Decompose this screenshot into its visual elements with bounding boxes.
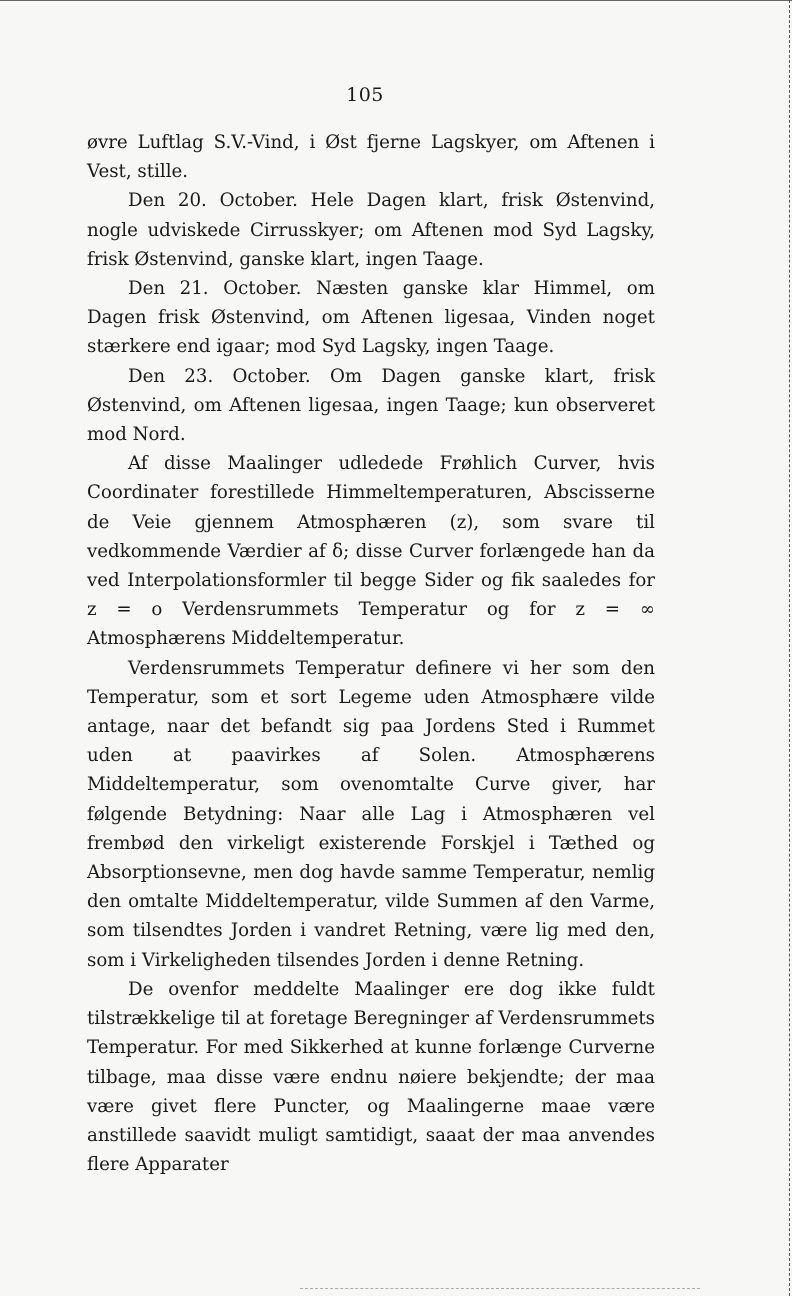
page-right-edge bbox=[787, 0, 790, 1296]
bottom-edge-line bbox=[300, 1288, 700, 1289]
paragraph-6: Verdensrummets Temperatur definere vi her som den Temperatur, som et sort Legeme uden Atmosphære vilde antage, naar det befandt sig paa Jordens Sted i Rummet uden at paavirkes af Solen. Atmosphærens Middeltemperatur, som ovenomtalte Curve giver, har følgende Betydning: Naar alle Lag i Atmosphæren vel frembød den virkeligt existerende Forskjel i Tæthed og Absorptionsevne, men dog havde samme Temperatur, nemlig den omtalte Middeltemperatur, vilde Summen af den Varme, som tilsendtes Jorden i vandret Retning, være lig med den, som i Virkeligheden tilsendes Jorden i denne Retning. bbox=[87, 657, 655, 971]
paragraph-7: De ovenfor meddelte Maalinger ere dog ikke fuldt tilstrækkelige til at foretage Beregninger af Verdensrummets Temperatur. For med Sikkerhed at kunne forlænge Curverne tilbage, maa disse være endnu nøiere bekjendte; der maa være givet flere Puncter, og Maalingerne maae være anstillede saavidt muligt samtidigt, saaat der maa anvendes flere Apparater bbox=[87, 978, 655, 1176]
paragraph-3: Den 21. October. Næsten ganske klar Himmel, om Dagen frisk Østenvind, om Aftenen ligesaa, Vinden noget stærkere end igaar; mod Syd Lagsky, ingen Taage. bbox=[87, 278, 655, 358]
body-text bbox=[87, 128, 655, 1179]
paragraph-2: Den 20. October. Hele Dagen klart, frisk Østenvind, nogle udviskede Cirrusskyer; om Aftenen mod Syd Lagsky, frisk Østenvind, ganske klart, ingen Taage. bbox=[87, 190, 655, 270]
page-top-edge bbox=[0, 0, 792, 3]
paragraph-1: øvre Luftlag S.V.-Vind, i Øst fjerne Lagskyer, om Aftenen i Vest, stille. bbox=[87, 132, 655, 183]
paragraph-4: Den 23. October. Om Dagen ganske klart, frisk Østenvind, om Aftenen ligesaa, ingen Taage; kun observeret mod Nord. bbox=[87, 365, 655, 446]
paragraph-5: Af disse Maalinger udledede Frøhlich Curver, hvis Coordinater forestillede Himmeltemperaturen, Abscisserne de Veie gjennem Atmosphæren (z), som svare til vedkommende Værdier af δ; disse Curver forlængede han da ved Interpolationsformler til begge Sider og fik saaledes for z = o Verdensrummets Temperatur og for z = ∞ Atmosphærens Middeltemperatur. bbox=[87, 453, 655, 650]
page-number: 105 bbox=[346, 84, 384, 106]
